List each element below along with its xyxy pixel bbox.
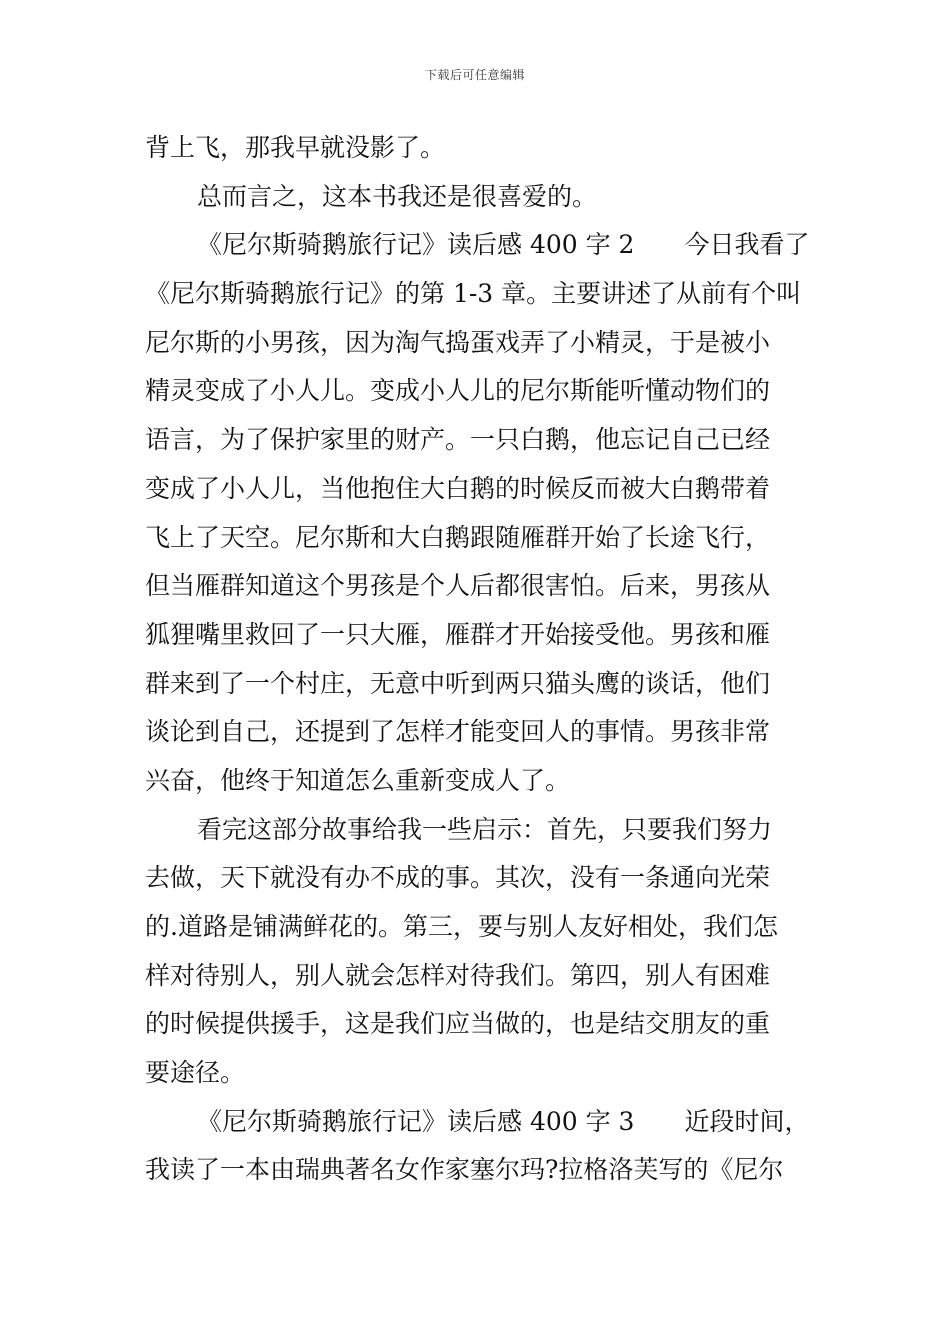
text-line: 群来到了一个村庄，无意中听到两只猫头鹰的谈话，他们 [145, 668, 771, 698]
text-line: 《尼尔斯骑鹅旅行记》读后感 400 字 2 今日我看了 [197, 230, 810, 260]
text-line: 谈论到自己，还提到了怎样才能变回人的事情。男孩非常 [145, 717, 771, 747]
text-line: 兴奋，他终于知道怎么重新变成人了。 [145, 765, 571, 795]
text-line: 我读了一本由瑞典著名女作家塞尔玛?拉格洛芙写的《尼尔 [145, 1155, 784, 1185]
text-line: 狐狸嘴里救回了一只大雁，雁群才开始接受他。男孩和雁 [145, 619, 771, 649]
text-line: 变成了小人儿，当他抱住大白鹅的时候反而被大白鹅带着 [145, 473, 771, 503]
text-line: 的时候提供援手，这是我们应当做的，也是结交朋友的重 [145, 1009, 771, 1039]
text-line: 语言，为了保护家里的财产。一只白鹅，他忘记自己已经 [145, 425, 771, 455]
text-line: 背上飞，那我早就没影了。 [145, 133, 446, 162]
text-line: 但当雁群知道这个男孩是个人后都很害怕。后来，男孩从 [145, 571, 771, 601]
text-line: 样对待别人，别人就会怎样对待我们。第四，别人有困难 [145, 960, 771, 990]
document-body [145, 124, 825, 1195]
text-line: 精灵变成了小人儿。变成小人儿的尼尔斯能听懂动物们的 [145, 376, 771, 406]
text-line: 尼尔斯的小男孩，因为淘气捣蛋戏弄了小精灵，于是被小 [145, 327, 771, 357]
page-header: 下载后可任意编辑 [424, 68, 525, 82]
text-line: 《尼尔斯骑鹅旅行记》读后感 400 字 3 近段时间， [197, 1106, 810, 1136]
text-line: 看完这部分故事给我一些启示：首先，只要我们努力 [197, 814, 773, 844]
text-line: 去做，天下就没有办不成的事。其次，没有一条通向光荣 [145, 863, 771, 893]
text-line: 的.道路是铺满鲜花的。第三，要与别人友好相处，我们怎 [145, 912, 778, 941]
text-line: 总而言之，这本书我还是很喜爱的。 [197, 181, 598, 211]
text-line: 飞上了天空。尼尔斯和大白鹅跟随雁群开始了长途飞行， [145, 522, 771, 552]
text-line: 要途径。 [145, 1058, 246, 1088]
text-line: 《尼尔斯骑鹅旅行记》的第 1-3 章。主要讲述了从前有个叫 [145, 279, 802, 309]
